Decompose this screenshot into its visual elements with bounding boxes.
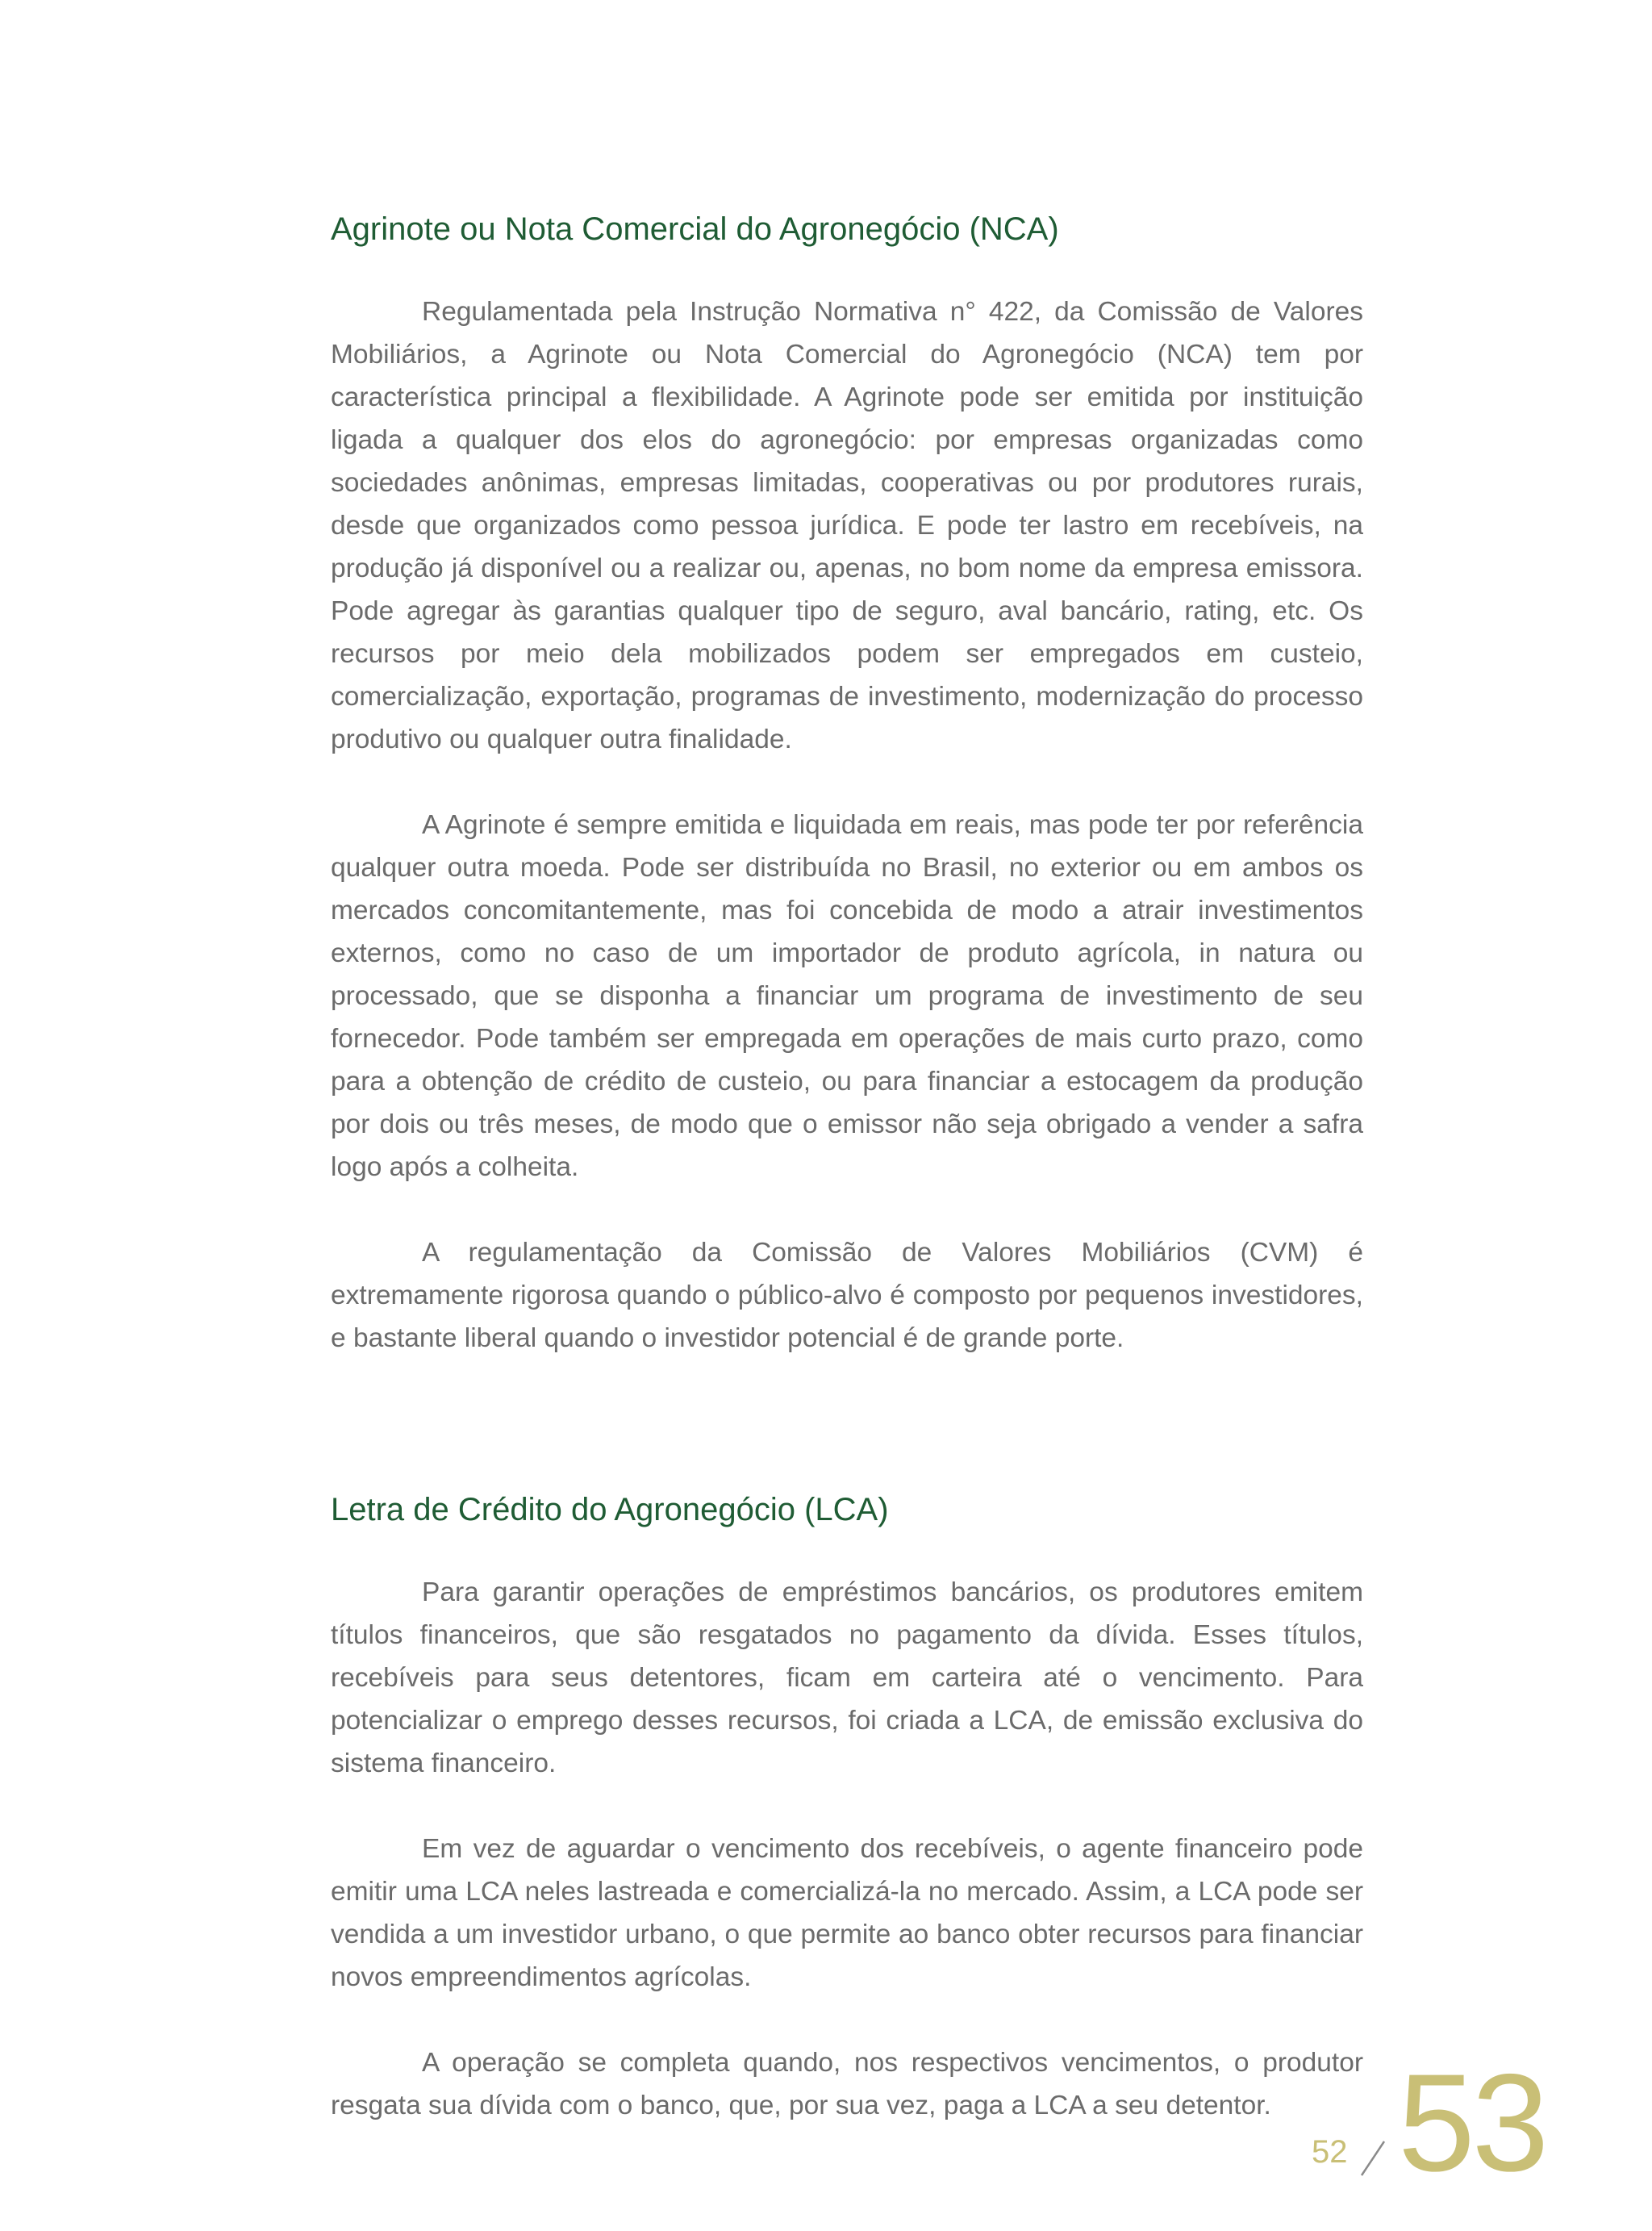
paragraph: Regulamentada pela Instrução Normativa n° 422, da Comissão de Valores Mobiliários, a Agrinote ou Nota Comercial do Agronegócio (NCA) tem por característica principal a flexibilidade. A Agrinote pode ser emitida por instituição ligada a qualquer dos elos do agronegócio: por empresas organizadas como sociedades anônimas, empresas limitadas, cooperativas ou por produtores rurais, desde que organizados como pessoa jurídica. E pode ter lastro em recebíveis, na produção já disponível ou a realizar ou, apenas, no bom nome da empresa emissora. Pode agregar às garantias qualquer tipo de seguro, aval bancário, rating, etc. Os recursos por meio dela mobilizados podem ser empregados em custeio, comercialização, exportação, programas de investimento, modernização do processo produtivo ou qualquer outra finalidade. xyxy=(331,297,1363,754)
section-title: Agrinote ou Nota Comercial do Agronegócio (NCA) xyxy=(331,211,1059,247)
section-nca xyxy=(331,208,1363,1360)
paragraph: Para garantir operações de empréstimos bancários, os produtores emitem títulos financeiros, que são resgatados no pagamento da dívida. Esses títulos, recebíveis para seus detentores, ficam em carteira até o vencimento. Para potencializar o emprego desses recursos, foi criada a LCA, de emissão exclusiva do sistema financeiro. xyxy=(331,1577,1363,1778)
paragraph: Em vez de aguardar o vencimento dos recebíveis, o agente financeiro pode emitir uma LCA neles lastreada e comercializá-la no mercado. Assim, a LCA pode ser vendida a um investidor urbano, o que permite ao banco obter recursos para financiar novos empreendimentos agrícolas. xyxy=(331,1834,1363,1992)
paragraph: A regulamentação da Comissão de Valores Mobiliários (CVM) é extremamente rigorosa quando o público-alvo é composto por pequenos investidores, e bastante liberal quando o investidor potencial é de grande porte. xyxy=(331,1238,1363,1353)
paragraph: A Agrinote é sempre emitida e liquidada em reais, mas pode ter por referência qualquer outra moeda. Pode ser distribuída no Brasil, no exterior ou em ambos os mercados concomitantemente, mas foi concebida de modo a atrair investimentos externos, como no caso de um importador de produto agrícola, in natura ou processado, que se disponha a financiar um programa de investimento de seu fornecedor. Pode também ser empregada em operações de mais curto prazo, como para a obtenção de crédito de custeio, ou para financiar a estocagem da produção por dois ou três meses, de modo que o emissor não seja obrigado a vender a safra logo após a colheita. xyxy=(331,810,1363,1182)
right-page-number: 53 xyxy=(1398,2045,1546,2200)
document-body xyxy=(331,208,1363,2127)
folio-slash-divider xyxy=(1357,2138,1389,2179)
section-lca xyxy=(331,1489,1363,2127)
left-page-number: 52 xyxy=(1312,2134,1348,2170)
section-title: Letra de Crédito do Agronegócio (LCA) xyxy=(331,1492,889,1527)
paragraph: A operação se completa quando, nos respectivos vencimentos, o produtor resgata sua dívida com o banco, que, por sua vez, paga a LCA a seu detentor. xyxy=(331,2048,1363,2120)
